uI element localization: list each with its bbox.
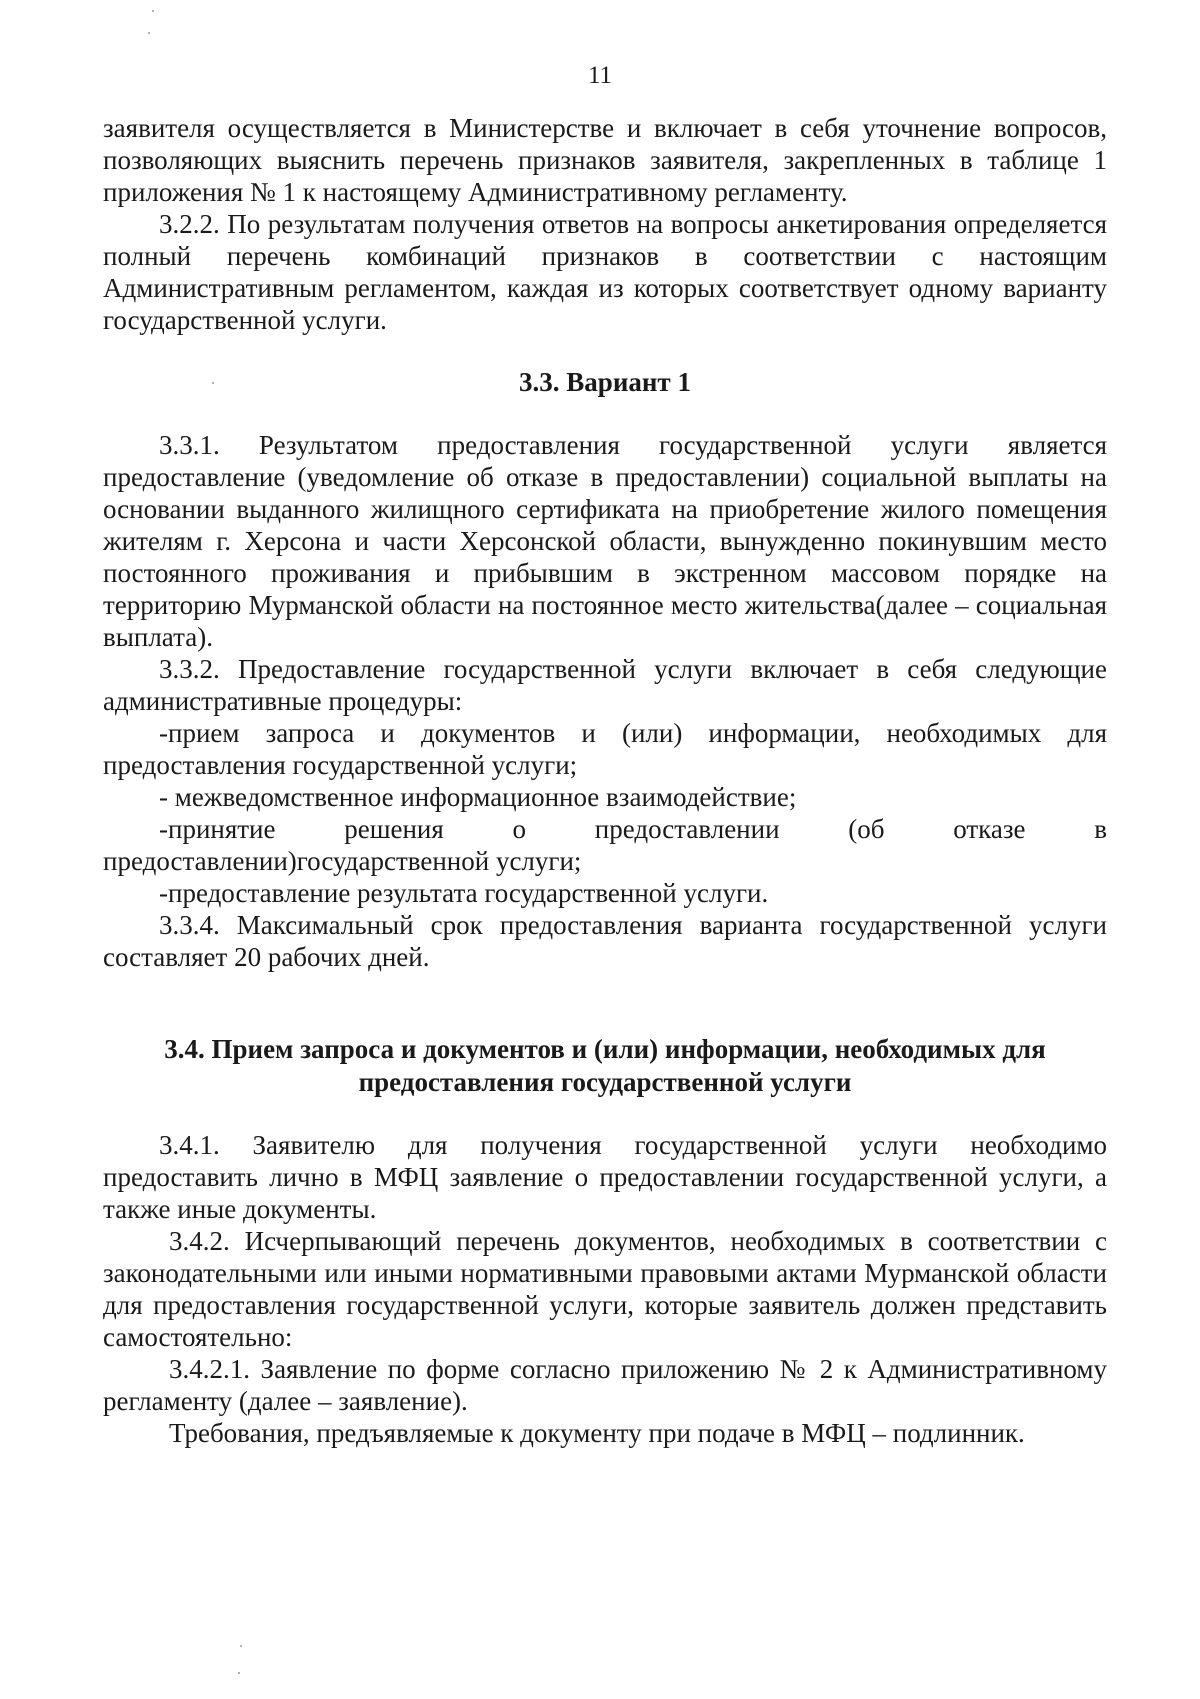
list-item: -предоставление результата государственной услуги. [159, 878, 769, 908]
paragraph-3-2-1-continuation: заявителя осуществляется в Министерстве и включает в себя уточнение вопросов, позволяющих выяснить перечень признаков заявителя, закрепленных в таблице 1 приложения № 1 к настоящему Административному регламенту. [103, 113, 1107, 207]
list-item: - межведомственное информационное взаимодействие; [159, 782, 797, 812]
paragraph-3-4-1: 3.4.1. Заявителю для получения государственной услуги необходимо предоставить лично в МФЦ заявление о предоставлении государственной услуги, а также иные документы. [103, 1130, 1107, 1224]
paragraph-requirements: Требования, предъявляемые к документу при подаче в МФЦ – подлинник. [169, 1418, 1025, 1448]
list-item: -принятие решения о предоставлении (об отказе в предоставлении)государственной услуги; [103, 814, 1107, 876]
heading-3-4-line-2: предоставления государственной услуги [358, 1067, 852, 1097]
heading-3-4 [103, 1033, 1107, 1099]
paragraph-3-4-2-1: 3.4.2.1. Заявление по форме согласно приложению № 2 к Административному регламенту (далее – заявление). [103, 1354, 1107, 1416]
heading-3-4-line-1: 3.4. Прием запроса и документов и (или) информации, необходимых для [164, 1034, 1046, 1064]
paragraph-3-3-1: 3.3.1. Результатом предоставления государственной услуги является предоставление (уведомление об отказе в предоставлении) социальной выплаты на основании выданного жилищного сертификата на приобретение жилого помещения жителям г. Херсона и части Херсонской области, вынужденно покинувшим место постоянного проживания и прибывшим в экстренном массовом порядке на территорию Мурманской области на постоянное место жительства(далее – социальная выплата). [103, 430, 1107, 652]
paragraph-3-3-4: 3.3.4. Максимальный срок предоставления варианта государственной услуги составляет 20 рабочих дней. [103, 910, 1107, 972]
paragraph-3-3-2: 3.3.2. Предоставление государственной услуги включает в себя следующие административные процедуры: [103, 654, 1107, 716]
heading-3-3: 3.3. Вариант 1 [519, 367, 691, 397]
paragraph-3-2-2: 3.2.2. По результатам получения ответов на вопросы анкетирования определяется полный перечень комбинаций признаков в соответствии с настоящим Административным регламентом, каждая из которых соответствует одному варианту государственной услуги. [103, 209, 1107, 335]
document-body [103, 112, 1107, 1449]
paragraph-3-4-2: 3.4.2. Исчерпывающий перечень документов, необходимых в соответствии с законодательными или иными нормативными правовыми актами Мурманской области для предоставления государственной услуги, которые заявитель должен представить самостоятельно: [103, 1226, 1107, 1352]
page-number: 11 [587, 62, 613, 89]
list-item: -прием запроса и документов и (или) информации, необходимых для предоставления государственной услуги; [103, 718, 1107, 780]
